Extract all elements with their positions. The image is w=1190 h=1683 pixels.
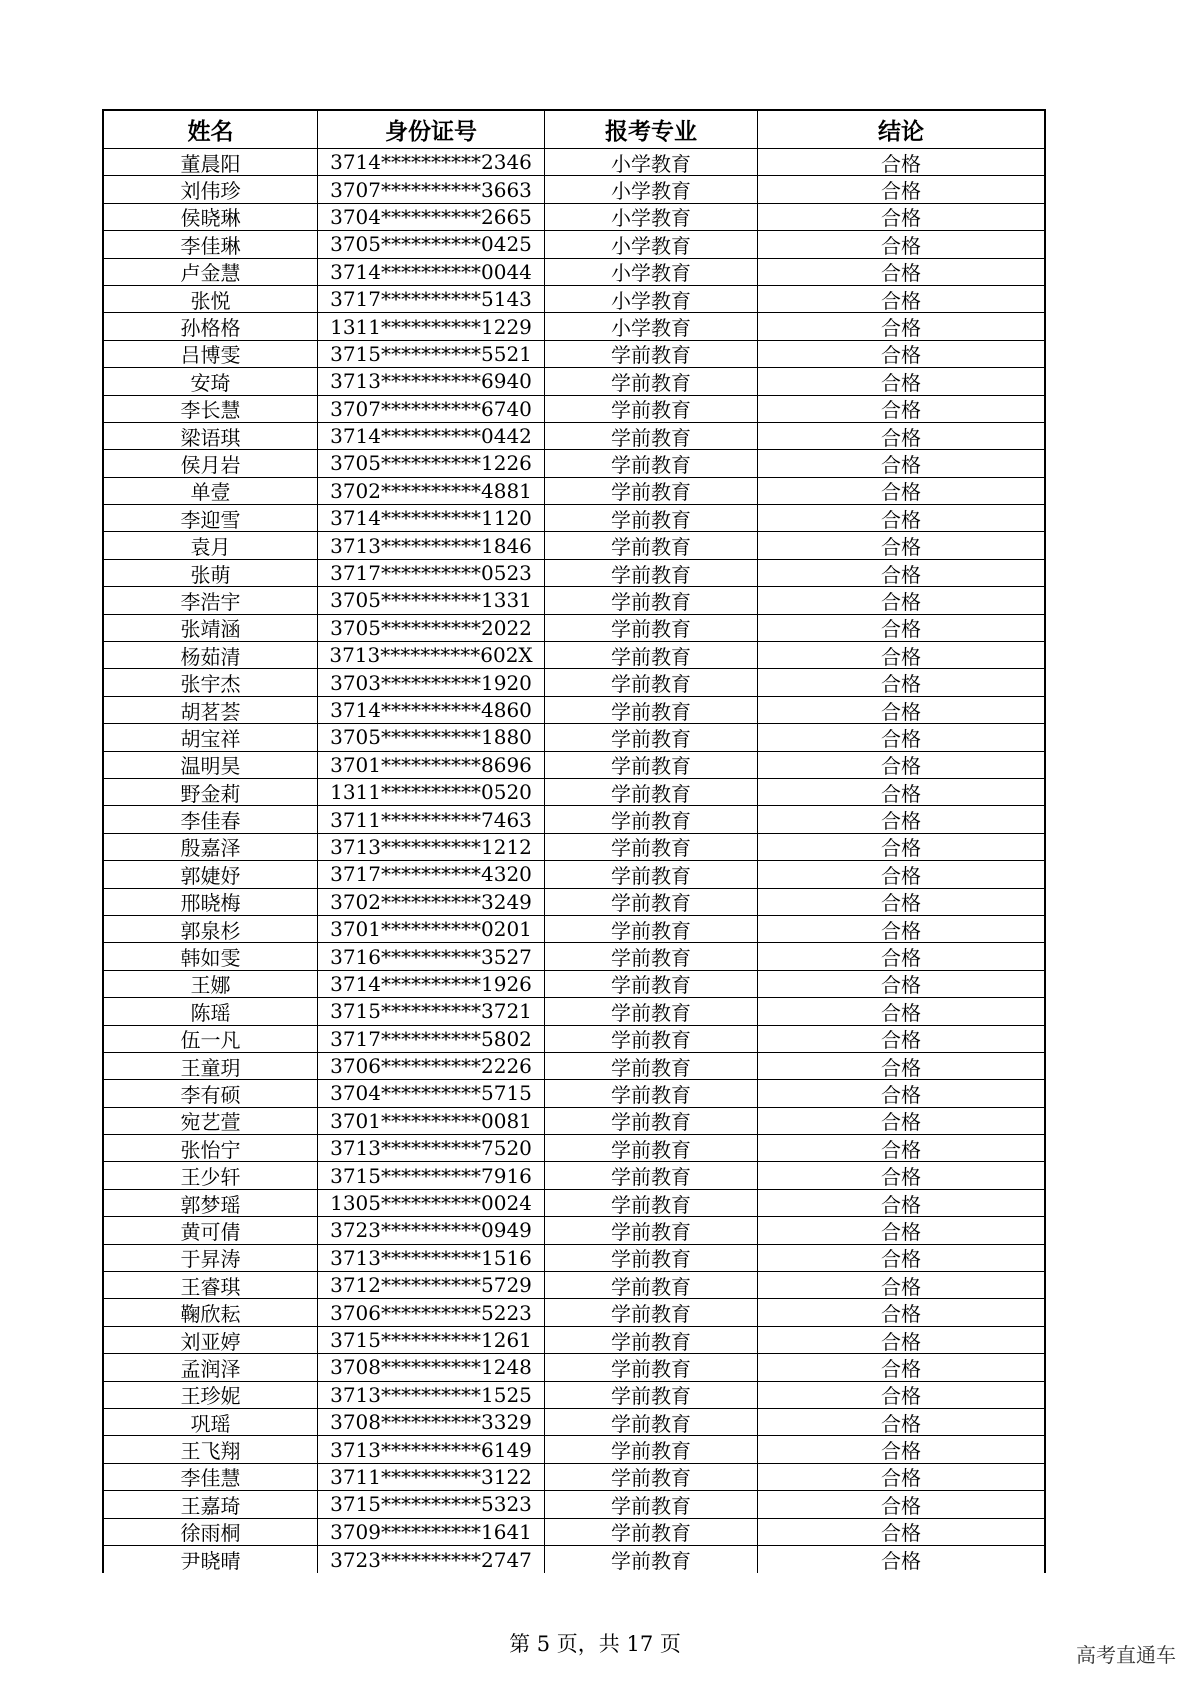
name-cell: 鞠欣耘 xyxy=(104,1299,318,1325)
id-number-cell: 3701**********0201 xyxy=(318,916,545,942)
name-cell: 李迎雪 xyxy=(104,505,318,531)
major-cell: 学前教育 xyxy=(545,669,758,695)
table-row xyxy=(104,806,1044,833)
conclusion-cell: 合格 xyxy=(881,754,921,779)
major-cell: 学前教育 xyxy=(545,478,758,504)
table-row xyxy=(104,204,1044,231)
table-row xyxy=(104,998,1044,1025)
id-number-cell: 3713**********1525 xyxy=(318,1382,545,1408)
id-number-cell: 3708**********3329 xyxy=(318,1409,545,1435)
major-cell: 学前教育 xyxy=(545,1053,758,1079)
major-cell: 学前教育 xyxy=(545,423,758,449)
name-cell: 郭婕妤 xyxy=(104,861,318,887)
table-row xyxy=(104,1354,1044,1381)
name-cell: 温明昊 xyxy=(104,752,318,778)
conclusion-cell: 合格 xyxy=(881,535,921,560)
table-row xyxy=(104,505,1044,532)
conclusion-cell: 合格 xyxy=(881,918,921,943)
conclusion-cell: 合格 xyxy=(881,589,921,614)
name-cell: 王睿琪 xyxy=(104,1272,318,1298)
id-number-cell: 3717**********5802 xyxy=(318,1026,545,1052)
major-cell: 小学教育 xyxy=(545,313,758,339)
conclusion-cell: 合格 xyxy=(881,370,921,395)
major-cell: 学前教育 xyxy=(545,1108,758,1134)
major-cell: 学前教育 xyxy=(545,615,758,641)
name-cell: 杨茹清 xyxy=(104,642,318,668)
id-number-cell: 3705**********1331 xyxy=(318,587,545,613)
major-cell: 小学教育 xyxy=(545,149,758,175)
name-cell: 张悦 xyxy=(104,286,318,312)
id-number-cell: 3708**********1248 xyxy=(318,1354,545,1380)
table-row xyxy=(104,1299,1044,1326)
id-number-cell: 3704**********2665 xyxy=(318,204,545,230)
name-cell: 殷嘉泽 xyxy=(104,834,318,860)
name-cell: 野金莉 xyxy=(104,779,318,805)
name-cell: 郭梦瑶 xyxy=(104,1190,318,1216)
table-row xyxy=(104,1162,1044,1189)
id-number-cell: 3705**********1880 xyxy=(318,724,545,750)
id-number-cell: 3715**********7916 xyxy=(318,1162,545,1188)
name-cell: 尹晓晴 xyxy=(104,1546,318,1573)
conclusion-cell: 合格 xyxy=(881,1466,921,1491)
table-row xyxy=(104,1409,1044,1436)
table-row xyxy=(104,1546,1044,1573)
name-cell: 巩瑶 xyxy=(104,1409,318,1435)
conclusion-cell: 合格 xyxy=(881,206,921,231)
id-number-cell: 3715**********5521 xyxy=(318,341,545,367)
name-cell: 王童玥 xyxy=(104,1053,318,1079)
major-cell: 学前教育 xyxy=(545,752,758,778)
id-number-cell: 3707**********6740 xyxy=(318,396,545,422)
table-row xyxy=(104,1519,1044,1546)
id-number-cell: 3709**********1641 xyxy=(318,1519,545,1545)
name-cell: 王珍妮 xyxy=(104,1382,318,1408)
conclusion-cell: 合格 xyxy=(881,644,921,669)
id-number-cell: 3715**********5323 xyxy=(318,1491,545,1517)
id-number-cell: 3713**********6149 xyxy=(318,1436,545,1462)
major-cell: 学前教育 xyxy=(545,861,758,887)
id-number-cell: 3714**********1120 xyxy=(318,505,545,531)
table-row xyxy=(104,1491,1044,1518)
table-row xyxy=(104,615,1044,642)
name-cell: 王飞翔 xyxy=(104,1436,318,1462)
table-row xyxy=(104,1272,1044,1299)
name-cell: 吕博雯 xyxy=(104,341,318,367)
conclusion-cell: 合格 xyxy=(881,1549,921,1574)
conclusion-cell: 合格 xyxy=(881,316,921,341)
header-major: 报考专业 xyxy=(545,111,758,148)
major-cell: 学前教育 xyxy=(545,1491,758,1517)
name-cell: 张萌 xyxy=(104,560,318,586)
id-number-cell: 1311**********0520 xyxy=(318,779,545,805)
name-cell: 郭泉杉 xyxy=(104,916,318,942)
conclusion-cell: 合格 xyxy=(881,699,921,724)
name-cell: 董晨阳 xyxy=(104,149,318,175)
table-row xyxy=(104,752,1044,779)
id-number-cell: 3723**********2747 xyxy=(318,1546,545,1573)
name-cell: 伍一凡 xyxy=(104,1026,318,1052)
name-cell: 刘伟珍 xyxy=(104,176,318,202)
table-row xyxy=(104,834,1044,861)
conclusion-cell: 合格 xyxy=(881,1137,921,1162)
table-row xyxy=(104,1245,1044,1272)
table-row xyxy=(104,368,1044,395)
major-cell: 学前教育 xyxy=(545,889,758,915)
major-cell: 学前教育 xyxy=(545,916,758,942)
major-cell: 学前教育 xyxy=(545,1299,758,1325)
conclusion-cell: 合格 xyxy=(881,398,921,423)
name-cell: 李佳春 xyxy=(104,806,318,832)
table-row xyxy=(104,259,1044,286)
id-number-cell: 3711**********7463 xyxy=(318,806,545,832)
name-cell: 袁月 xyxy=(104,532,318,558)
major-cell: 学前教育 xyxy=(545,806,758,832)
results-table xyxy=(102,109,1046,1573)
major-cell: 学前教育 xyxy=(545,724,758,750)
id-number-cell: 3713**********7520 xyxy=(318,1135,545,1161)
conclusion-cell: 合格 xyxy=(881,480,921,505)
conclusion-cell: 合格 xyxy=(881,562,921,587)
conclusion-cell: 合格 xyxy=(881,1384,921,1409)
table-row xyxy=(104,450,1044,477)
id-number-cell: 3703**********1920 xyxy=(318,669,545,695)
major-cell: 学前教育 xyxy=(545,971,758,997)
table-row xyxy=(104,1217,1044,1244)
table-row xyxy=(104,286,1044,313)
name-cell: 孟润泽 xyxy=(104,1354,318,1380)
conclusion-cell: 合格 xyxy=(881,1000,921,1025)
table-row xyxy=(104,313,1044,340)
table-row xyxy=(104,478,1044,505)
major-cell: 小学教育 xyxy=(545,231,758,257)
conclusion-cell: 合格 xyxy=(881,809,921,834)
major-cell: 学前教育 xyxy=(545,1135,758,1161)
table-row xyxy=(104,1464,1044,1491)
name-cell: 宛艺萱 xyxy=(104,1108,318,1134)
conclusion-cell: 合格 xyxy=(881,836,921,861)
table-body xyxy=(104,149,1044,1573)
id-number-cell: 3713**********1212 xyxy=(318,834,545,860)
name-cell: 徐雨桐 xyxy=(104,1519,318,1545)
conclusion-cell: 合格 xyxy=(881,1274,921,1299)
table-row xyxy=(104,779,1044,806)
id-number-cell: 1305**********0024 xyxy=(318,1190,545,1216)
name-cell: 陈瑶 xyxy=(104,998,318,1024)
table-row xyxy=(104,341,1044,368)
name-cell: 单壹 xyxy=(104,478,318,504)
major-cell: 小学教育 xyxy=(545,286,758,312)
table-row xyxy=(104,1190,1044,1217)
watermark-text: 高考直通车 xyxy=(1076,1643,1176,1667)
major-cell: 学前教育 xyxy=(545,1272,758,1298)
id-number-cell: 3717**********5143 xyxy=(318,286,545,312)
conclusion-cell: 合格 xyxy=(881,1192,921,1217)
conclusion-cell: 合格 xyxy=(881,946,921,971)
name-cell: 王娜 xyxy=(104,971,318,997)
major-cell: 学前教育 xyxy=(545,532,758,558)
conclusion-cell: 合格 xyxy=(881,507,921,532)
conclusion-cell: 合格 xyxy=(881,288,921,313)
conclusion-cell: 合格 xyxy=(881,179,921,204)
major-cell: 学前教育 xyxy=(545,1327,758,1353)
name-cell: 胡茗荟 xyxy=(104,697,318,723)
id-number-cell: 3713**********1846 xyxy=(318,532,545,558)
conclusion-cell: 合格 xyxy=(881,891,921,916)
major-cell: 学前教育 xyxy=(545,1354,758,1380)
table-row xyxy=(104,1135,1044,1162)
table-row xyxy=(104,1053,1044,1080)
conclusion-cell: 合格 xyxy=(881,453,921,477)
id-number-cell: 3705**********2022 xyxy=(318,615,545,641)
id-number-cell: 3717**********4320 xyxy=(318,861,545,887)
id-number-cell: 3711**********3122 xyxy=(318,1464,545,1490)
header-name: 姓名 xyxy=(104,111,318,148)
name-cell: 王少轩 xyxy=(104,1162,318,1188)
id-number-cell: 3701**********0081 xyxy=(318,1108,545,1134)
conclusion-cell: 合格 xyxy=(881,617,921,642)
table-row xyxy=(104,669,1044,696)
major-cell: 学前教育 xyxy=(545,1245,758,1271)
table-row xyxy=(104,889,1044,916)
major-cell: 学前教育 xyxy=(545,998,758,1024)
table-row xyxy=(104,697,1044,724)
major-cell: 学前教育 xyxy=(545,1162,758,1188)
name-cell: 张靖涵 xyxy=(104,615,318,641)
id-number-cell: 3714**********2346 xyxy=(318,149,545,175)
name-cell: 邢晓梅 xyxy=(104,889,318,915)
id-number-cell: 3706**********2226 xyxy=(318,1053,545,1079)
name-cell: 梁语琪 xyxy=(104,423,318,449)
major-cell: 学前教育 xyxy=(545,943,758,969)
conclusion-cell: 合格 xyxy=(881,425,921,450)
major-cell: 学前教育 xyxy=(545,587,758,613)
id-number-cell: 3714**********0442 xyxy=(318,423,545,449)
conclusion-cell: 合格 xyxy=(881,973,921,998)
table-row xyxy=(104,587,1044,614)
name-cell: 侯月岩 xyxy=(104,450,318,476)
conclusion-cell: 合格 xyxy=(881,1110,921,1135)
table-row xyxy=(104,1026,1044,1053)
id-number-cell: 3705**********1226 xyxy=(318,450,545,476)
id-number-cell: 3706**********5223 xyxy=(318,1299,545,1325)
id-number-cell: 3714**********0044 xyxy=(318,259,545,285)
id-number-cell: 3715**********3721 xyxy=(318,998,545,1024)
table-row xyxy=(104,176,1044,203)
id-number-cell: 3712**********5729 xyxy=(318,1272,545,1298)
major-cell: 学前教育 xyxy=(545,341,758,367)
table-header-row xyxy=(104,111,1044,149)
table-row xyxy=(104,1382,1044,1409)
name-cell: 刘亚婷 xyxy=(104,1327,318,1353)
id-number-cell: 3714**********1926 xyxy=(318,971,545,997)
conclusion-cell: 合格 xyxy=(881,261,921,286)
id-number-cell: 1311**********1229 xyxy=(318,313,545,339)
conclusion-cell: 合格 xyxy=(881,726,921,751)
name-cell: 李佳慧 xyxy=(104,1464,318,1490)
name-cell: 孙格格 xyxy=(104,313,318,339)
id-number-cell: 3716**********3527 xyxy=(318,943,545,969)
major-cell: 小学教育 xyxy=(545,176,758,202)
major-cell: 学前教育 xyxy=(545,1546,758,1573)
table-row xyxy=(104,916,1044,943)
major-cell: 学前教育 xyxy=(545,1190,758,1216)
table-row xyxy=(104,1436,1044,1463)
major-cell: 学前教育 xyxy=(545,1217,758,1243)
conclusion-cell: 合格 xyxy=(881,1521,921,1546)
name-cell: 李长慧 xyxy=(104,396,318,422)
conclusion-cell: 合格 xyxy=(881,863,921,888)
major-cell: 学前教育 xyxy=(545,1519,758,1545)
id-number-cell: 3702**********3249 xyxy=(318,889,545,915)
header-id-number: 身份证号 xyxy=(318,111,545,148)
table-row xyxy=(104,642,1044,669)
name-cell: 韩如雯 xyxy=(104,943,318,969)
id-number-cell: 3723**********0949 xyxy=(318,1217,545,1243)
conclusion-cell: 合格 xyxy=(881,233,921,258)
name-cell: 王嘉琦 xyxy=(104,1491,318,1517)
table-row xyxy=(104,532,1044,559)
id-number-cell: 3713**********1516 xyxy=(318,1245,545,1271)
major-cell: 学前教育 xyxy=(545,450,758,476)
major-cell: 学前教育 xyxy=(545,642,758,668)
major-cell: 学前教育 xyxy=(545,1464,758,1490)
conclusion-cell: 合格 xyxy=(881,1219,921,1244)
table-row xyxy=(104,943,1044,970)
major-cell: 学前教育 xyxy=(545,834,758,860)
conclusion-cell: 合格 xyxy=(881,1356,921,1381)
table-row xyxy=(104,149,1044,176)
table-row xyxy=(104,396,1044,423)
conclusion-cell: 合格 xyxy=(881,1439,921,1464)
conclusion-cell: 合格 xyxy=(881,1082,921,1107)
major-cell: 学前教育 xyxy=(545,396,758,422)
major-cell: 学前教育 xyxy=(545,1409,758,1435)
conclusion-cell: 合格 xyxy=(881,672,921,697)
id-number-cell: 3714**********4860 xyxy=(318,697,545,723)
conclusion-cell: 合格 xyxy=(881,343,921,368)
name-cell: 张宇杰 xyxy=(104,669,318,695)
table-row xyxy=(104,1108,1044,1135)
conclusion-cell: 合格 xyxy=(881,1055,921,1080)
name-cell: 卢金慧 xyxy=(104,259,318,285)
header-conclusion: 结论 xyxy=(878,119,924,145)
major-cell: 学前教育 xyxy=(545,368,758,394)
major-cell: 学前教育 xyxy=(545,505,758,531)
major-cell: 学前教育 xyxy=(545,697,758,723)
conclusion-cell: 合格 xyxy=(881,1028,921,1053)
name-cell: 李有硕 xyxy=(104,1080,318,1106)
table-row xyxy=(104,1327,1044,1354)
major-cell: 学前教育 xyxy=(545,1382,758,1408)
id-number-cell: 3702**********4881 xyxy=(318,478,545,504)
page-number: 第 5 页，共 17 页 xyxy=(509,1632,681,1656)
conclusion-cell: 合格 xyxy=(881,1329,921,1354)
id-number-cell: 3717**********0523 xyxy=(318,560,545,586)
id-number-cell: 3701**********8696 xyxy=(318,752,545,778)
name-cell: 于昇涛 xyxy=(104,1245,318,1271)
name-cell: 侯晓琳 xyxy=(104,204,318,230)
name-cell: 张怡宁 xyxy=(104,1135,318,1161)
table-row xyxy=(104,971,1044,998)
conclusion-cell: 合格 xyxy=(881,1493,921,1518)
table-row xyxy=(104,861,1044,888)
conclusion-cell: 合格 xyxy=(881,781,921,806)
name-cell: 黄可倩 xyxy=(104,1217,318,1243)
major-cell: 学前教育 xyxy=(545,1080,758,1106)
id-number-cell: 3713**********602X xyxy=(318,642,545,668)
table-row xyxy=(104,1080,1044,1107)
name-cell: 李浩宇 xyxy=(104,587,318,613)
name-cell: 李佳琳 xyxy=(104,231,318,257)
conclusion-cell: 合格 xyxy=(881,1411,921,1436)
major-cell: 小学教育 xyxy=(545,259,758,285)
major-cell: 小学教育 xyxy=(545,204,758,230)
id-number-cell: 3707**********3663 xyxy=(318,176,545,202)
id-number-cell: 3715**********1261 xyxy=(318,1327,545,1353)
conclusion-cell: 合格 xyxy=(881,1165,921,1190)
major-cell: 学前教育 xyxy=(545,560,758,586)
name-cell: 胡宝祥 xyxy=(104,724,318,750)
table-row xyxy=(104,560,1044,587)
name-cell: 安琦 xyxy=(104,368,318,394)
table-row xyxy=(104,423,1044,450)
major-cell: 学前教育 xyxy=(545,1436,758,1462)
table-row xyxy=(104,231,1044,258)
table-row xyxy=(104,724,1044,751)
conclusion-cell: 合格 xyxy=(881,151,921,176)
major-cell: 学前教育 xyxy=(545,1026,758,1052)
id-number-cell: 3713**********6940 xyxy=(318,368,545,394)
conclusion-cell: 合格 xyxy=(881,1302,921,1327)
conclusion-cell: 合格 xyxy=(881,1247,921,1272)
id-number-cell: 3704**********5715 xyxy=(318,1080,545,1106)
id-number-cell: 3705**********0425 xyxy=(318,231,545,257)
major-cell: 学前教育 xyxy=(545,779,758,805)
